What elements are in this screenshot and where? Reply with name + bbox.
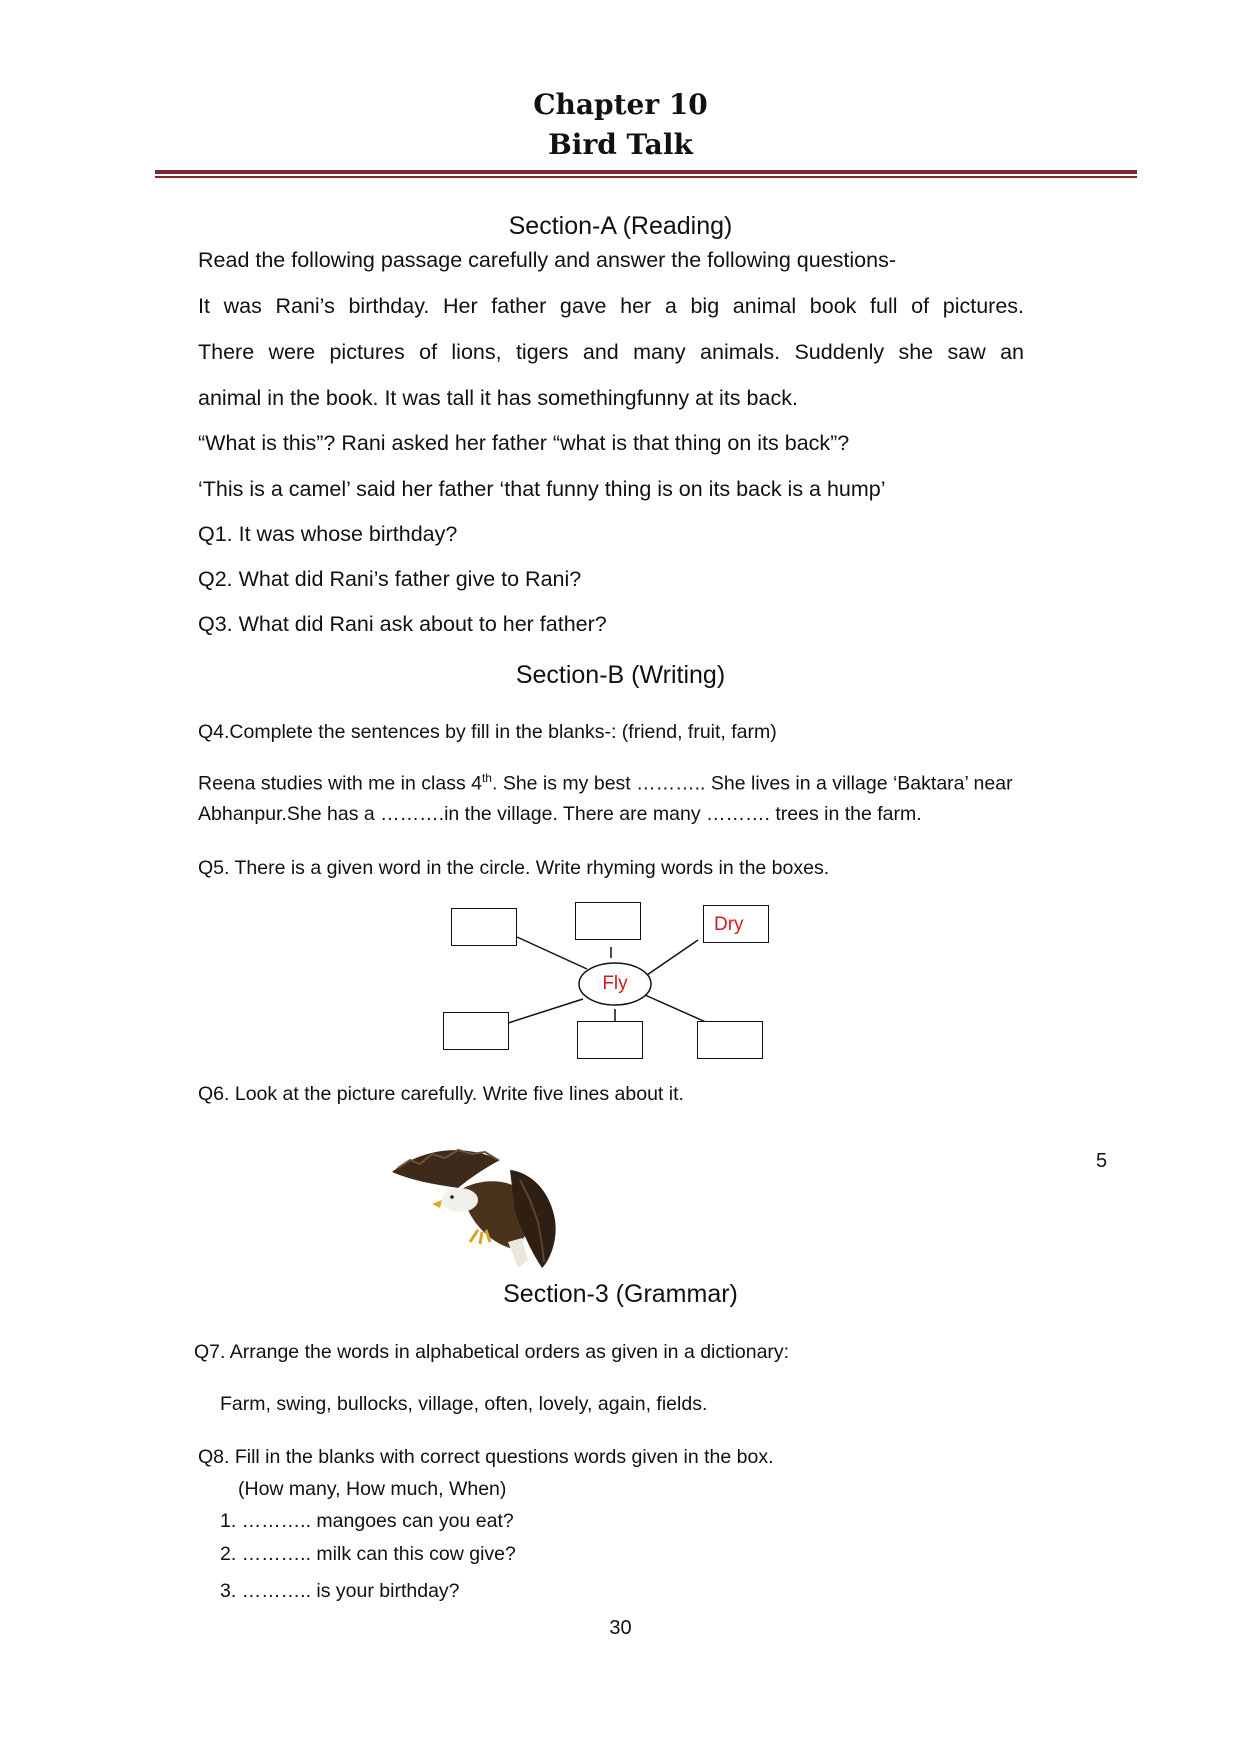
connector-top-right <box>647 940 698 975</box>
question-2: Q2. What did Rani’s father give to Rani? <box>198 567 582 591</box>
rhyme-word-dry: Dry <box>714 914 744 935</box>
section-b-heading: Section-B (Writing) <box>515 661 726 689</box>
title-rule-thick <box>155 170 1137 174</box>
question-5: Q5. There is a given word in the circle. Write rhyming words in the boxes. <box>198 857 830 879</box>
question-1: Q1. It was whose birthday? <box>198 522 458 546</box>
rhyme-box-top-middle[interactable] <box>575 902 641 940</box>
rhyme-box-bottom-right[interactable] <box>697 1021 763 1059</box>
eagle-image <box>390 1130 580 1270</box>
chapter-title: Bird Talk <box>548 128 693 161</box>
q8-item-1: 1. ……….. mangoes can you eat? <box>220 1510 514 1532</box>
passage-line-3: animal in the book. It was tall it has somethingfunny at its back. <box>198 386 798 410</box>
section-3-heading: Section-3 (Grammar) <box>503 1280 738 1308</box>
question-7: Q7. Arrange the words in alphabetical orders as given in a dictionary: <box>194 1341 790 1363</box>
q8-options: (How many, How much, When) <box>238 1478 507 1500</box>
connector-top-left <box>517 937 587 969</box>
question-4: Q4.Complete the sentences by fill in the blanks-: (friend, fruit, farm) <box>198 721 777 743</box>
q8-item-2: 2. ……….. milk can this cow give? <box>220 1543 516 1565</box>
center-word-fly: Fly <box>602 973 628 994</box>
reading-instruction: Read the following passage carefully and answer the following questions- <box>198 248 896 272</box>
q4-text-line-2: Abhanpur.She has a ……….in the village. There are many ………. trees in the farm. <box>198 803 922 825</box>
q8-item-3: 3. ……….. is your birthday? <box>220 1580 460 1602</box>
q4-text-line-1 <box>198 771 1013 796</box>
connector-bottom-right <box>645 995 708 1023</box>
q4-text-line-1-pre: Reena studies with me in class 4 <box>198 772 482 795</box>
q4-text-line-1-post: . She is my best ……….. She lives in a village ‘Baktara’ near <box>491 772 1013 795</box>
question-6: Q6. Look at the picture carefully. Write five lines about it. <box>198 1083 684 1105</box>
chapter-number: Chapter 10 <box>533 88 708 121</box>
rhyme-box-bottom-middle[interactable] <box>577 1021 643 1059</box>
rhyme-box-bottom-left[interactable] <box>443 1012 509 1050</box>
q7-word-list: Farm, swing, bullocks, village, often, lovely, again, fields. <box>220 1393 708 1415</box>
q4-superscript: th <box>481 771 492 785</box>
question-3: Q3. What did Rani ask about to her father? <box>198 612 607 636</box>
connector-bottom-left <box>508 999 583 1023</box>
passage-line-1: It was Rani’s birthday. Her father gave her a big animal book full of pictures. <box>198 294 1024 318</box>
page-number: 30 <box>609 1617 632 1639</box>
question-8: Q8. Fill in the blanks with correct questions words given in the box. <box>198 1446 774 1468</box>
rhyme-box-dry <box>703 905 769 943</box>
passage-line-2: There were pictures of lions, tigers and many animals. Suddenly she saw an <box>198 340 1024 364</box>
passage-dialogue-1: “What is this”? Rani asked her father “what is that thing on its back”? <box>198 431 850 455</box>
section-a-heading: Section-A (Reading) <box>508 212 733 240</box>
rhyme-box-top-left[interactable] <box>451 908 517 946</box>
marks-label: 5 <box>1096 1150 1108 1172</box>
passage-dialogue-2: ‘This is a camel’ said her father ‘that funny thing is on its back is a hump’ <box>198 477 886 501</box>
title-rule-thin <box>155 176 1137 178</box>
